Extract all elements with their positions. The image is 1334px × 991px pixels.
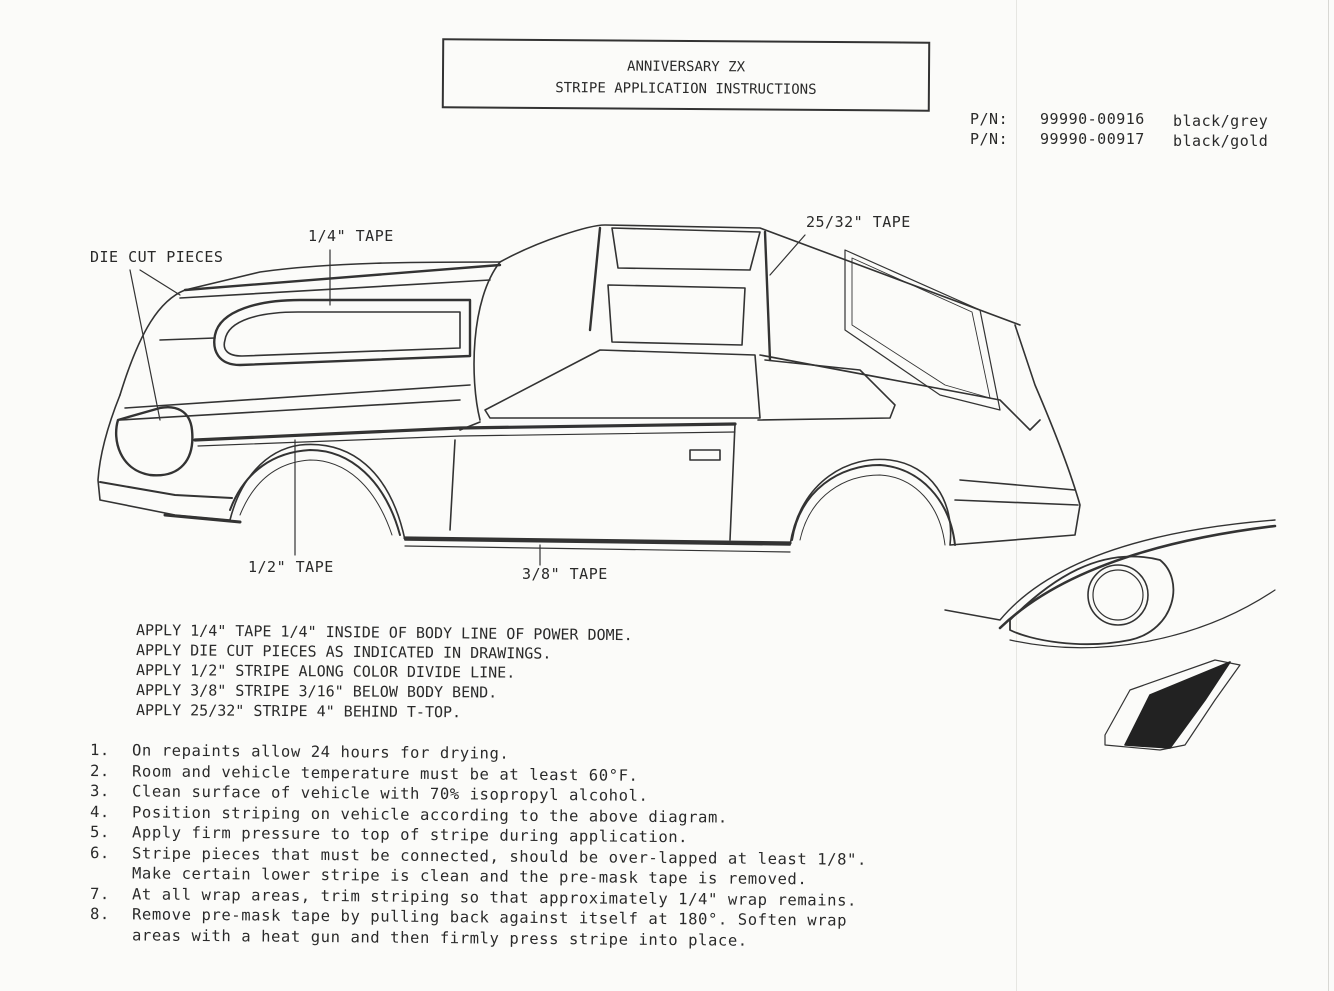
label-quarter-tape: 1/4" TAPE [308, 227, 394, 245]
instruction-text: Room and vehicle temperature must be at least 60°F. [131, 761, 639, 785]
title-line-2: STRIPE APPLICATION INSTRUCTIONS [555, 80, 817, 98]
application-step: APPLY 3/8" STRIPE 3/16" BELOW BODY BEND. [135, 681, 498, 702]
t-top-panel-2 [608, 285, 745, 345]
instruction-number: 5. [89, 823, 110, 842]
label-three-eighths-tape: 3/8" TAPE [522, 565, 608, 583]
application-steps [136, 620, 633, 720]
rocker-lower [405, 546, 790, 552]
instruction-text: Remove pre-mask tape by pulling back against itself at 180°. Soften wrap [131, 905, 848, 930]
side-window [485, 350, 760, 418]
application-step: APPLY DIE CUT PIECES AS INDICATED IN DRAWINGS. [135, 641, 552, 663]
hood-line-4 [125, 385, 470, 408]
leader-die-cut-2 [140, 270, 180, 295]
label-die-cut-pieces: DIE CUT PIECES [90, 248, 224, 266]
power-dome-inner [224, 312, 460, 356]
door-outline [450, 422, 735, 540]
pn-label-1: P/N: [970, 110, 1009, 128]
detail-headlight-outer [1088, 565, 1148, 625]
leader-die-cut-1 [130, 270, 160, 420]
instruction-text: On repaints allow 24 hours for drying. [131, 741, 510, 763]
instruction-text: areas with a heat gun and then firmly press stripe into place. [131, 925, 748, 950]
title-line-1: ANNIVERSARY ZX [626, 58, 746, 76]
instruction-number: 1. [89, 741, 110, 760]
instruction-text: Make certain lower stripe is clean and the pre-mask tape is removed. [131, 864, 808, 889]
application-step: APPLY 25/32" STRIPE 4" BEHIND T-TOP. [135, 701, 462, 722]
belt-stripe-lower [198, 432, 735, 446]
pn-number-2: 99990-00917 [1040, 130, 1145, 148]
instruction-number: 8. [89, 905, 110, 924]
instruction-text: Clean surface of vehicle with 70% isopropyl alcohol. [131, 782, 649, 805]
car-body-outline [98, 325, 1080, 545]
leader-t-top-tape [770, 235, 805, 275]
hood-line-3 [160, 338, 215, 340]
instruction-text: Position striping on vehicle according to the above diagram. [131, 802, 728, 827]
instruction-number: 4. [89, 802, 110, 821]
pn-number-1: 99990-00916 [1040, 110, 1145, 128]
instruction-list [89, 740, 868, 950]
front-spoiler [165, 515, 240, 522]
door-handle [690, 450, 720, 460]
rear-body-line [955, 480, 1078, 505]
instruction-number: 3. [89, 782, 110, 801]
instruction-text: Stripe pieces that must be connected, should be over-lapped at least 1/8". [131, 843, 868, 869]
instruction-text: At all wrap areas, trim striping so that approximately 1/4" wrap remains. [131, 884, 858, 910]
instruction-number: 6. [89, 843, 110, 862]
detail-headlight-inner [1093, 570, 1143, 620]
detail-fender-stripe [1000, 526, 1275, 628]
hood-line-2 [180, 280, 490, 298]
detail-wrap-stripe [1125, 662, 1230, 748]
belt-stripe [195, 424, 735, 440]
label-half-tape: 1/2" TAPE [248, 558, 334, 576]
front-bumper [100, 482, 232, 498]
label-t-top-tape: 25/32" TAPE [806, 213, 911, 231]
detail-fender [945, 520, 1275, 620]
pn-label-2: P/N: [970, 130, 1009, 148]
application-step: APPLY 1/2" STRIPE ALONG COLOR DIVIDE LINE. [135, 661, 516, 682]
instruction-number: 2. [89, 761, 110, 780]
pn-color-2: black/gold [1173, 132, 1269, 150]
pn-color-1: black/grey [1173, 112, 1269, 130]
instruction-number [90, 863, 132, 884]
t-top-panel-1 [612, 228, 760, 270]
hatch-glass-inner [852, 258, 990, 398]
rear-quarter-window [758, 360, 895, 420]
hood-line-1 [185, 265, 500, 290]
instruction-number [90, 925, 132, 946]
instruction-number: 7. [89, 884, 110, 903]
application-step: APPLY 1/4" TAPE 1/4" INSIDE OF BODY LINE OF POWER DOME. [135, 621, 633, 645]
hood-line-5 [120, 400, 460, 420]
front-wheel-arch [230, 450, 400, 535]
front-wheel-arch-inner [240, 460, 392, 535]
windshield [474, 225, 1020, 420]
instruction-text: Apply firm pressure to top of stripe during application. [131, 823, 689, 847]
